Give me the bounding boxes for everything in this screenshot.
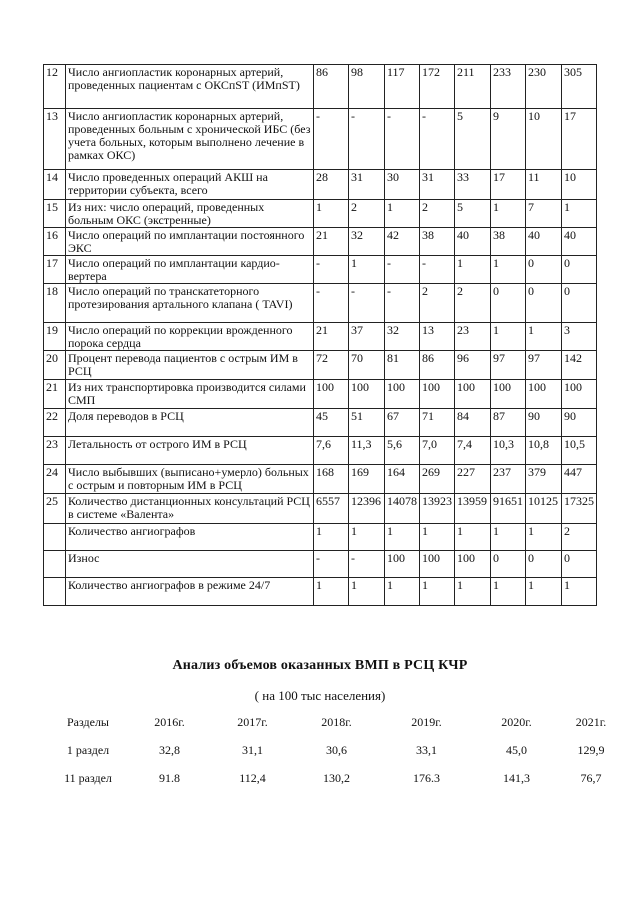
row-value: 7	[526, 200, 562, 228]
row-value: 211	[455, 65, 491, 109]
row-value: -	[314, 551, 349, 578]
table-row	[44, 65, 597, 109]
row-label: Количество дистанционных консультаций РСЦ в системе «Валента»	[66, 494, 314, 524]
row-value: 1	[349, 578, 385, 606]
row-value: 1	[314, 578, 349, 606]
table-row	[44, 284, 597, 323]
row-value: 87	[491, 409, 526, 437]
row-value: 10,3	[491, 437, 526, 465]
vmp-cell: 129,9	[577, 743, 605, 757]
row-number: 14	[44, 170, 66, 200]
row-value: 90	[562, 409, 597, 437]
row-value: 169	[349, 465, 385, 494]
row-value: 1	[455, 256, 491, 284]
row-value: 9	[491, 109, 526, 170]
row-value: 1	[526, 578, 562, 606]
row-value: 1	[455, 578, 491, 606]
table-row	[44, 170, 597, 200]
row-value: 12396	[349, 494, 385, 524]
row-value: 31	[349, 170, 385, 200]
row-value: 13923	[420, 494, 455, 524]
vmp-cell: 11 раздел	[64, 771, 112, 785]
row-value: 51	[349, 409, 385, 437]
row-value: 6557	[314, 494, 349, 524]
row-value: 447	[562, 465, 597, 494]
row-value: 7,6	[314, 437, 349, 465]
table-row	[44, 494, 597, 524]
row-value: 1	[491, 323, 526, 351]
row-number: 20	[44, 351, 66, 380]
row-value: 1	[314, 524, 349, 551]
row-value: 28	[314, 170, 349, 200]
row-value: 31	[420, 170, 455, 200]
table-row	[44, 437, 597, 465]
row-value: 33	[455, 170, 491, 200]
row-label: Количество ангиографов	[66, 524, 314, 551]
row-value: 84	[455, 409, 491, 437]
row-number: 21	[44, 380, 66, 409]
row-value: 1	[349, 524, 385, 551]
table-row	[44, 465, 597, 494]
row-value: 38	[491, 228, 526, 256]
row-value: 10	[562, 170, 597, 200]
row-value: 100	[526, 380, 562, 409]
row-number: 25	[44, 494, 66, 524]
row-value: 97	[491, 351, 526, 380]
row-value: 11	[526, 170, 562, 200]
vmp-cell: 45,0	[506, 743, 527, 757]
row-value: 0	[562, 551, 597, 578]
row-number: 15	[44, 200, 66, 228]
table-row	[44, 380, 597, 409]
row-number: 12	[44, 65, 66, 109]
row-number: 16	[44, 228, 66, 256]
row-label: Доля переводов в РСЦ	[66, 409, 314, 437]
row-value: 5,6	[385, 437, 420, 465]
vmp-cell: 176.3	[413, 771, 440, 785]
vmp-cell: 33,1	[416, 743, 437, 757]
row-value: 100	[349, 380, 385, 409]
row-value: 10125	[526, 494, 562, 524]
vmp-cell: 30,6	[326, 743, 347, 757]
table-row	[44, 578, 597, 606]
row-value: 30	[385, 170, 420, 200]
table-row	[44, 524, 597, 551]
row-value: 1	[526, 323, 562, 351]
row-value: 1	[491, 256, 526, 284]
row-value: 1	[349, 256, 385, 284]
row-value: 10,8	[526, 437, 562, 465]
row-value: 86	[314, 65, 349, 109]
row-value: 37	[349, 323, 385, 351]
row-value: 17325	[562, 494, 597, 524]
vmp-header-cell: 2019г.	[411, 715, 442, 729]
row-value: -	[385, 109, 420, 170]
row-number: 24	[44, 465, 66, 494]
row-number: 18	[44, 284, 66, 323]
vmp-cell: 32,8	[159, 743, 180, 757]
row-value: 72	[314, 351, 349, 380]
table-row	[44, 256, 597, 284]
row-label: Число ангиопластик коронарных артерий, проведенных пациентам с ОКСпST (ИМпST)	[66, 65, 314, 109]
row-value: 0	[562, 284, 597, 323]
vmp-header-cell: 2018г.	[321, 715, 352, 729]
row-value: 70	[349, 351, 385, 380]
vmp-header-cell: 2017г.	[237, 715, 268, 729]
row-value: 38	[420, 228, 455, 256]
row-value: 269	[420, 465, 455, 494]
vmp-header-cell: 2021г.	[575, 715, 607, 729]
row-value: 1	[562, 200, 597, 228]
row-value: 2	[420, 284, 455, 323]
vmp-table	[48, 715, 623, 799]
row-value: 11,3	[349, 437, 385, 465]
row-value: 100	[455, 380, 491, 409]
row-value: 100	[385, 551, 420, 578]
row-number: 22	[44, 409, 66, 437]
vmp-cell: 76,7	[580, 771, 602, 785]
row-value: 97	[526, 351, 562, 380]
row-value: 1	[385, 578, 420, 606]
row-value: 42	[385, 228, 420, 256]
table-row	[44, 409, 597, 437]
row-value: 21	[314, 228, 349, 256]
row-value: 3	[562, 323, 597, 351]
row-value: -	[385, 284, 420, 323]
row-value: 10	[526, 109, 562, 170]
row-value: 1	[562, 578, 597, 606]
vmp-row	[48, 771, 623, 799]
row-value: 91651	[491, 494, 526, 524]
row-value: 40	[455, 228, 491, 256]
vmp-header-row	[48, 715, 623, 743]
row-value: 0	[562, 256, 597, 284]
row-value: 1	[314, 200, 349, 228]
row-value: 0	[491, 284, 526, 323]
row-value: 2	[349, 200, 385, 228]
table-row	[44, 323, 597, 351]
row-value: 40	[526, 228, 562, 256]
table-row	[44, 228, 597, 256]
row-label: Число операций по транскатеторного протезирования артального клапана ( TAVI)	[66, 284, 314, 323]
table-row	[44, 351, 597, 380]
row-value: 1	[385, 200, 420, 228]
row-value: 7,0	[420, 437, 455, 465]
row-label: Число операций по коррекции врожденного порока сердца	[66, 323, 314, 351]
row-value: 0	[526, 284, 562, 323]
vmp-cell: 112,4	[239, 771, 266, 785]
row-label: Процент перевода пациентов с острым ИМ в РСЦ	[66, 351, 314, 380]
row-value: 227	[455, 465, 491, 494]
row-value: -	[314, 256, 349, 284]
row-label: Число ангиопластик коронарных артерий, проведенных больным с хронической ИБС (без учета больных, которым выполнено лечение в рамках ОКС)	[66, 109, 314, 170]
row-value: 100	[420, 380, 455, 409]
row-value: 13959	[455, 494, 491, 524]
row-value: 2	[420, 200, 455, 228]
row-value: 45	[314, 409, 349, 437]
row-value: 237	[491, 465, 526, 494]
row-value: 81	[385, 351, 420, 380]
vmp-row	[48, 743, 623, 771]
row-label: Количество ангиографов в режиме 24/7	[66, 578, 314, 606]
row-label: Из них транспортировка производится силами СМП	[66, 380, 314, 409]
row-number	[44, 578, 66, 606]
row-value: 0	[526, 551, 562, 578]
row-number: 17	[44, 256, 66, 284]
row-value: 67	[385, 409, 420, 437]
row-value: 5	[455, 109, 491, 170]
row-value: 2	[455, 284, 491, 323]
row-value: 13	[420, 323, 455, 351]
row-label: Число операций по имплантации постоянного ЭКС	[66, 228, 314, 256]
row-label: Износ	[66, 551, 314, 578]
row-label: Из них: число операций, проведенных больным ОКС (экстренные)	[66, 200, 314, 228]
row-value: 86	[420, 351, 455, 380]
row-value: 233	[491, 65, 526, 109]
row-value: 7,4	[455, 437, 491, 465]
section-subtitle: ( на 100 тыс населения)	[254, 688, 386, 703]
row-value: -	[349, 109, 385, 170]
vmp-header-cell: Разделы	[66, 715, 109, 729]
row-label: Летальность от острого ИМ в РСЦ	[66, 437, 314, 465]
vmp-header-cell: 2020г.	[501, 715, 532, 729]
row-value: 90	[526, 409, 562, 437]
row-label: Число операций по имплантации кардио-вертера	[66, 256, 314, 284]
row-value: -	[420, 109, 455, 170]
row-value: -	[420, 256, 455, 284]
row-value: 17	[562, 109, 597, 170]
row-value: -	[349, 284, 385, 323]
row-value: 100	[491, 380, 526, 409]
row-value: 5	[455, 200, 491, 228]
row-value: 2	[562, 524, 597, 551]
row-value: 10,5	[562, 437, 597, 465]
row-value: 117	[385, 65, 420, 109]
vmp-cell: 91.8	[159, 771, 180, 785]
row-value: 100	[385, 380, 420, 409]
vmp-cell: 141,3	[503, 771, 530, 785]
row-value: 1	[491, 524, 526, 551]
row-value: 0	[491, 551, 526, 578]
row-value: 230	[526, 65, 562, 109]
row-value: 1	[385, 524, 420, 551]
row-value: 100	[314, 380, 349, 409]
row-value: 0	[526, 256, 562, 284]
table-row	[44, 109, 597, 170]
vmp-header-cell: 2016г.	[154, 715, 185, 729]
row-value: 100	[420, 551, 455, 578]
row-value: -	[385, 256, 420, 284]
row-value: 32	[385, 323, 420, 351]
row-value: 21	[314, 323, 349, 351]
statistics-table	[43, 64, 597, 606]
row-label: Число выбывших (выписано+умерло) больных с острым и повторным ИМ в РСЦ	[66, 465, 314, 494]
row-value: 14078	[385, 494, 420, 524]
row-number: 19	[44, 323, 66, 351]
row-number	[44, 551, 66, 578]
section-title: Анализ объемов оказанных ВМП в РСЦ КЧР	[172, 658, 468, 673]
row-label: Число проведенных операций АКШ на территории субъекта, всего	[66, 170, 314, 200]
row-value: 172	[420, 65, 455, 109]
row-value: 164	[385, 465, 420, 494]
table-row	[44, 551, 597, 578]
row-value: 1	[420, 524, 455, 551]
row-value: 100	[455, 551, 491, 578]
row-value: 40	[562, 228, 597, 256]
row-value: 1	[491, 578, 526, 606]
row-number: 23	[44, 437, 66, 465]
row-value: 17	[491, 170, 526, 200]
vmp-cell: 31,1	[242, 743, 263, 757]
row-value: -	[349, 551, 385, 578]
row-number: 13	[44, 109, 66, 170]
row-value: 1	[526, 524, 562, 551]
row-value: 379	[526, 465, 562, 494]
row-value: 96	[455, 351, 491, 380]
row-value: -	[314, 284, 349, 323]
row-value: 1	[420, 578, 455, 606]
row-value: 23	[455, 323, 491, 351]
vmp-cell: 130,2	[323, 771, 350, 785]
row-value: 168	[314, 465, 349, 494]
row-value: -	[314, 109, 349, 170]
row-number	[44, 524, 66, 551]
row-value: 71	[420, 409, 455, 437]
table-row	[44, 200, 597, 228]
row-value: 100	[562, 380, 597, 409]
vmp-cell: 1 раздел	[66, 743, 110, 757]
row-value: 142	[562, 351, 597, 380]
row-value: 98	[349, 65, 385, 109]
row-value: 32	[349, 228, 385, 256]
row-value: 305	[562, 65, 597, 109]
row-value: 1	[491, 200, 526, 228]
row-value: 1	[455, 524, 491, 551]
